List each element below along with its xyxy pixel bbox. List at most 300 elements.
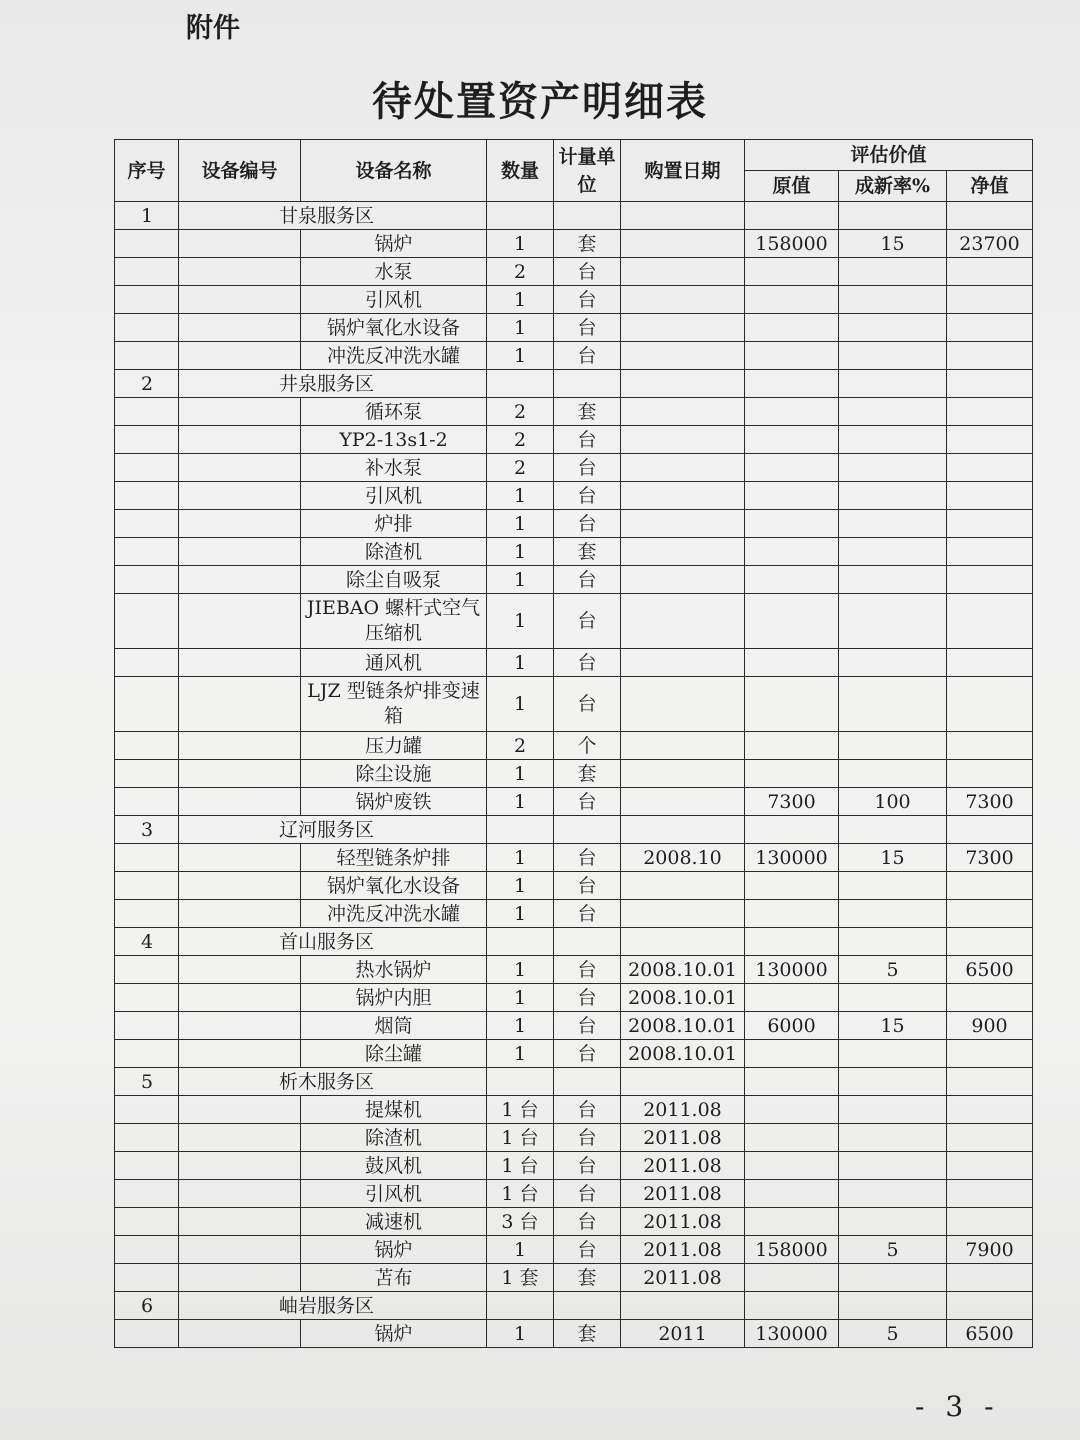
cell-code xyxy=(179,1320,301,1348)
cell-rate xyxy=(839,538,947,566)
table-row xyxy=(115,538,1033,566)
cell-empty xyxy=(554,202,621,230)
cell-net xyxy=(947,286,1033,314)
cell-qty: 1 xyxy=(487,677,554,732)
cell-name: 锅炉废铁 xyxy=(301,788,487,816)
cell-code xyxy=(179,1236,301,1264)
cell-empty xyxy=(947,928,1033,956)
cell-orig xyxy=(745,1124,839,1152)
cell-net xyxy=(947,538,1033,566)
cell-orig: 158000 xyxy=(745,230,839,258)
cell-rate: 15 xyxy=(839,1012,947,1040)
cell-seq xyxy=(115,760,179,788)
cell-date: 2008.10.01 xyxy=(621,1012,745,1040)
cell-name: 提煤机 xyxy=(301,1096,487,1124)
cell-rate xyxy=(839,677,947,732)
cell-name: 除尘自吸泵 xyxy=(301,566,487,594)
cell-orig xyxy=(745,1180,839,1208)
cell-unit: 台 xyxy=(554,1040,621,1068)
table-row xyxy=(115,1264,1033,1292)
cell-rate xyxy=(839,984,947,1012)
cell-unit: 台 xyxy=(554,844,621,872)
cell-code xyxy=(179,398,301,426)
col-name: 设备名称 xyxy=(301,140,487,202)
cell-rate: 15 xyxy=(839,844,947,872)
cell-seq: 6 xyxy=(115,1292,179,1320)
cell-name: YP2-13s1-2 xyxy=(301,426,487,454)
cell-empty xyxy=(621,1292,745,1320)
cell-seq: 3 xyxy=(115,816,179,844)
cell-date: 2011.08 xyxy=(621,1124,745,1152)
cell-code xyxy=(179,258,301,286)
cell-qty: 3 台 xyxy=(487,1208,554,1236)
cell-date xyxy=(621,398,745,426)
cell-seq: 4 xyxy=(115,928,179,956)
cell-name: 通风机 xyxy=(301,649,487,677)
cell-qty: 1 台 xyxy=(487,1180,554,1208)
cell-rate xyxy=(839,1264,947,1292)
cell-empty xyxy=(487,928,554,956)
cell-date xyxy=(621,426,745,454)
cell-orig xyxy=(745,732,839,760)
cell-name: 冲洗反冲洗水罐 xyxy=(301,342,487,370)
table-row xyxy=(115,398,1033,426)
cell-date xyxy=(621,900,745,928)
cell-seq: 2 xyxy=(115,370,179,398)
cell-unit: 台 xyxy=(554,566,621,594)
cell-orig: 7300 xyxy=(745,788,839,816)
cell-date: 2008.10.01 xyxy=(621,956,745,984)
cell-rate xyxy=(839,454,947,482)
cell-qty: 1 xyxy=(487,1236,554,1264)
cell-name: 锅炉 xyxy=(301,230,487,258)
cell-net: 7300 xyxy=(947,844,1033,872)
cell-qty: 2 xyxy=(487,732,554,760)
table-row xyxy=(115,1208,1033,1236)
cell-orig: 130000 xyxy=(745,844,839,872)
cell-net xyxy=(947,732,1033,760)
cell-code xyxy=(179,566,301,594)
cell-date: 2011.08 xyxy=(621,1208,745,1236)
cell-net xyxy=(947,984,1033,1012)
cell-area: 井泉服务区 xyxy=(179,370,487,398)
cell-code xyxy=(179,844,301,872)
cell-empty xyxy=(554,370,621,398)
group-row xyxy=(115,816,1033,844)
cell-code xyxy=(179,760,301,788)
cell-seq xyxy=(115,482,179,510)
cell-qty: 1 xyxy=(487,342,554,370)
cell-name: 水泵 xyxy=(301,258,487,286)
cell-date xyxy=(621,872,745,900)
cell-seq xyxy=(115,426,179,454)
cell-net xyxy=(947,1180,1033,1208)
cell-code xyxy=(179,230,301,258)
cell-seq xyxy=(115,1208,179,1236)
cell-empty xyxy=(839,1068,947,1096)
cell-empty xyxy=(947,202,1033,230)
cell-orig xyxy=(745,342,839,370)
cell-name: 锅炉氧化水设备 xyxy=(301,314,487,342)
cell-seq xyxy=(115,398,179,426)
cell-name: 引风机 xyxy=(301,286,487,314)
cell-code xyxy=(179,984,301,1012)
col-rate: 成新率% xyxy=(839,171,947,202)
cell-date xyxy=(621,230,745,258)
cell-name: 锅炉氧化水设备 xyxy=(301,872,487,900)
cell-date xyxy=(621,286,745,314)
cell-code xyxy=(179,510,301,538)
cell-name: 引风机 xyxy=(301,482,487,510)
cell-date xyxy=(621,732,745,760)
cell-seq xyxy=(115,454,179,482)
cell-seq xyxy=(115,1320,179,1348)
cell-net xyxy=(947,510,1033,538)
cell-seq xyxy=(115,788,179,816)
table-row xyxy=(115,1040,1033,1068)
cell-seq xyxy=(115,677,179,732)
cell-seq xyxy=(115,649,179,677)
cell-date xyxy=(621,258,745,286)
col-qty: 数量 xyxy=(487,140,554,202)
cell-qty: 1 xyxy=(487,956,554,984)
cell-code xyxy=(179,788,301,816)
cell-empty xyxy=(745,928,839,956)
cell-date xyxy=(621,342,745,370)
cell-qty: 1 台 xyxy=(487,1096,554,1124)
cell-unit: 台 xyxy=(554,1096,621,1124)
table-row xyxy=(115,1096,1033,1124)
table-row xyxy=(115,286,1033,314)
cell-empty xyxy=(487,1068,554,1096)
cell-unit: 台 xyxy=(554,788,621,816)
cell-rate xyxy=(839,258,947,286)
cell-unit: 套 xyxy=(554,760,621,788)
cell-empty xyxy=(621,928,745,956)
cell-name: 引风机 xyxy=(301,1180,487,1208)
cell-rate xyxy=(839,286,947,314)
cell-name: 锅炉 xyxy=(301,1236,487,1264)
table-row xyxy=(115,566,1033,594)
table-row xyxy=(115,649,1033,677)
cell-orig: 6000 xyxy=(745,1012,839,1040)
cell-seq xyxy=(115,538,179,566)
cell-orig xyxy=(745,760,839,788)
cell-unit: 台 xyxy=(554,510,621,538)
asset-table xyxy=(114,139,1033,1348)
cell-code xyxy=(179,286,301,314)
cell-code xyxy=(179,1124,301,1152)
cell-unit: 台 xyxy=(554,426,621,454)
cell-orig: 130000 xyxy=(745,1320,839,1348)
cell-name: 苫布 xyxy=(301,1264,487,1292)
cell-empty xyxy=(554,928,621,956)
cell-date xyxy=(621,538,745,566)
cell-orig xyxy=(745,258,839,286)
cell-area: 析木服务区 xyxy=(179,1068,487,1096)
cell-qty: 1 xyxy=(487,872,554,900)
cell-empty xyxy=(947,816,1033,844)
cell-net xyxy=(947,398,1033,426)
col-code: 设备编号 xyxy=(179,140,301,202)
cell-date xyxy=(621,760,745,788)
cell-rate xyxy=(839,649,947,677)
cell-unit: 台 xyxy=(554,984,621,1012)
cell-rate xyxy=(839,1124,947,1152)
cell-qty: 1 xyxy=(487,1012,554,1040)
cell-qty: 2 xyxy=(487,454,554,482)
cell-date: 2011.08 xyxy=(621,1236,745,1264)
cell-name: 热水锅炉 xyxy=(301,956,487,984)
cell-empty xyxy=(947,1292,1033,1320)
cell-name: 循环泵 xyxy=(301,398,487,426)
cell-seq xyxy=(115,1124,179,1152)
col-orig: 原值 xyxy=(745,171,839,202)
cell-empty xyxy=(621,1068,745,1096)
cell-rate xyxy=(839,1152,947,1180)
table-row xyxy=(115,872,1033,900)
cell-rate: 5 xyxy=(839,1320,947,1348)
cell-empty xyxy=(487,816,554,844)
cell-rate: 15 xyxy=(839,230,947,258)
cell-qty: 1 xyxy=(487,286,554,314)
cell-seq xyxy=(115,984,179,1012)
document-title: 待处置资产明细表 xyxy=(372,78,708,125)
cell-name: 除渣机 xyxy=(301,538,487,566)
cell-rate xyxy=(839,314,947,342)
cell-orig xyxy=(745,426,839,454)
cell-orig xyxy=(745,314,839,342)
table-row xyxy=(115,844,1033,872)
cell-rate xyxy=(839,566,947,594)
cell-date xyxy=(621,314,745,342)
cell-name: 冲洗反冲洗水罐 xyxy=(301,900,487,928)
cell-code xyxy=(179,1040,301,1068)
cell-seq xyxy=(115,286,179,314)
cell-rate xyxy=(839,732,947,760)
cell-unit: 台 xyxy=(554,286,621,314)
table-row xyxy=(115,314,1033,342)
cell-rate xyxy=(839,1180,947,1208)
cell-name: LJZ 型链条炉排变速箱 xyxy=(301,677,487,732)
group-row xyxy=(115,928,1033,956)
cell-unit: 套 xyxy=(554,398,621,426)
cell-code xyxy=(179,872,301,900)
cell-seq xyxy=(115,230,179,258)
cell-qty: 1 xyxy=(487,482,554,510)
cell-empty xyxy=(947,1068,1033,1096)
cell-seq xyxy=(115,1012,179,1040)
cell-unit: 台 xyxy=(554,594,621,649)
cell-net: 7900 xyxy=(947,1236,1033,1264)
cell-rate xyxy=(839,872,947,900)
cell-name: 锅炉 xyxy=(301,1320,487,1348)
cell-rate xyxy=(839,594,947,649)
cell-empty xyxy=(487,202,554,230)
cell-code xyxy=(179,482,301,510)
table-row xyxy=(115,984,1033,1012)
cell-qty: 1 xyxy=(487,510,554,538)
cell-qty: 1 xyxy=(487,649,554,677)
cell-qty: 1 台 xyxy=(487,1124,554,1152)
cell-seq xyxy=(115,314,179,342)
cell-seq xyxy=(115,342,179,370)
cell-seq: 1 xyxy=(115,202,179,230)
cell-code xyxy=(179,426,301,454)
cell-empty xyxy=(745,202,839,230)
cell-date: 2011.08 xyxy=(621,1096,745,1124)
table-row xyxy=(115,342,1033,370)
cell-name: 炉排 xyxy=(301,510,487,538)
attachment-label: 附件 xyxy=(186,13,240,44)
cell-net xyxy=(947,482,1033,510)
cell-unit: 个 xyxy=(554,732,621,760)
cell-qty: 1 xyxy=(487,566,554,594)
cell-empty xyxy=(554,816,621,844)
cell-empty xyxy=(839,816,947,844)
cell-empty xyxy=(745,1292,839,1320)
cell-net xyxy=(947,342,1033,370)
table-row xyxy=(115,788,1033,816)
cell-rate xyxy=(839,1208,947,1236)
cell-empty xyxy=(839,202,947,230)
group-row xyxy=(115,370,1033,398)
cell-qty: 1 xyxy=(487,1320,554,1348)
cell-seq xyxy=(115,872,179,900)
cell-seq xyxy=(115,844,179,872)
cell-unit: 台 xyxy=(554,872,621,900)
cell-unit: 台 xyxy=(554,649,621,677)
cell-orig xyxy=(745,594,839,649)
cell-rate xyxy=(839,342,947,370)
cell-empty xyxy=(621,370,745,398)
table-row xyxy=(115,677,1033,732)
cell-empty xyxy=(745,1068,839,1096)
cell-empty xyxy=(621,202,745,230)
cell-empty xyxy=(487,370,554,398)
cell-date: 2008.10.01 xyxy=(621,984,745,1012)
cell-qty: 2 xyxy=(487,258,554,286)
cell-name: 除尘设施 xyxy=(301,760,487,788)
cell-code xyxy=(179,649,301,677)
cell-name: 轻型链条炉排 xyxy=(301,844,487,872)
cell-empty xyxy=(839,1292,947,1320)
cell-rate xyxy=(839,426,947,454)
cell-code xyxy=(179,1152,301,1180)
table-row xyxy=(115,732,1033,760)
cell-seq xyxy=(115,1236,179,1264)
cell-orig xyxy=(745,900,839,928)
cell-orig xyxy=(745,1152,839,1180)
col-eval: 评估价值 xyxy=(745,140,1033,171)
cell-orig xyxy=(745,1264,839,1292)
cell-empty xyxy=(839,928,947,956)
cell-qty: 1 xyxy=(487,984,554,1012)
cell-code xyxy=(179,314,301,342)
cell-orig xyxy=(745,649,839,677)
table-body xyxy=(115,202,1033,1348)
cell-empty xyxy=(554,1068,621,1096)
cell-qty: 1 xyxy=(487,760,554,788)
cell-unit: 台 xyxy=(554,677,621,732)
group-row xyxy=(115,1068,1033,1096)
cell-orig xyxy=(745,566,839,594)
cell-seq xyxy=(115,510,179,538)
table-row xyxy=(115,1152,1033,1180)
cell-orig xyxy=(745,454,839,482)
cell-area: 岫岩服务区 xyxy=(179,1292,487,1320)
cell-qty: 1 xyxy=(487,844,554,872)
cell-net: 900 xyxy=(947,1012,1033,1040)
cell-code xyxy=(179,1264,301,1292)
cell-unit: 台 xyxy=(554,454,621,482)
cell-code xyxy=(179,732,301,760)
cell-rate xyxy=(839,760,947,788)
table-row xyxy=(115,426,1033,454)
cell-name: 减速机 xyxy=(301,1208,487,1236)
cell-qty: 2 xyxy=(487,398,554,426)
cell-unit: 台 xyxy=(554,1180,621,1208)
cell-qty: 2 xyxy=(487,426,554,454)
cell-seq xyxy=(115,900,179,928)
cell-code xyxy=(179,538,301,566)
cell-date xyxy=(621,482,745,510)
cell-seq xyxy=(115,594,179,649)
cell-net: 6500 xyxy=(947,956,1033,984)
cell-code xyxy=(179,1180,301,1208)
cell-net xyxy=(947,649,1033,677)
cell-area: 辽河服务区 xyxy=(179,816,487,844)
col-seq: 序号 xyxy=(115,140,179,202)
table-row xyxy=(115,510,1033,538)
cell-name: 烟筒 xyxy=(301,1012,487,1040)
table-row xyxy=(115,258,1033,286)
cell-date: 2011.08 xyxy=(621,1152,745,1180)
cell-date xyxy=(621,454,745,482)
cell-unit: 台 xyxy=(554,482,621,510)
cell-rate xyxy=(839,1096,947,1124)
table-row xyxy=(115,1236,1033,1264)
cell-seq xyxy=(115,1040,179,1068)
cell-empty xyxy=(745,816,839,844)
cell-unit: 套 xyxy=(554,538,621,566)
cell-net xyxy=(947,314,1033,342)
cell-name: 除渣机 xyxy=(301,1124,487,1152)
cell-name: JIEBAO 螺杆式空气压缩机 xyxy=(301,594,487,649)
cell-rate xyxy=(839,398,947,426)
cell-orig xyxy=(745,538,839,566)
cell-orig xyxy=(745,482,839,510)
cell-unit: 台 xyxy=(554,342,621,370)
cell-qty: 1 xyxy=(487,230,554,258)
table-row xyxy=(115,454,1033,482)
cell-code xyxy=(179,342,301,370)
cell-name: 锅炉内胆 xyxy=(301,984,487,1012)
cell-code xyxy=(179,900,301,928)
cell-orig xyxy=(745,677,839,732)
cell-empty xyxy=(621,816,745,844)
cell-rate: 100 xyxy=(839,788,947,816)
table-row xyxy=(115,230,1033,258)
cell-unit: 台 xyxy=(554,1124,621,1152)
table-row xyxy=(115,760,1033,788)
cell-net xyxy=(947,566,1033,594)
col-date: 购置日期 xyxy=(621,140,745,202)
col-net: 净值 xyxy=(947,171,1033,202)
cell-seq: 5 xyxy=(115,1068,179,1096)
cell-rate xyxy=(839,510,947,538)
cell-name: 补水泵 xyxy=(301,454,487,482)
